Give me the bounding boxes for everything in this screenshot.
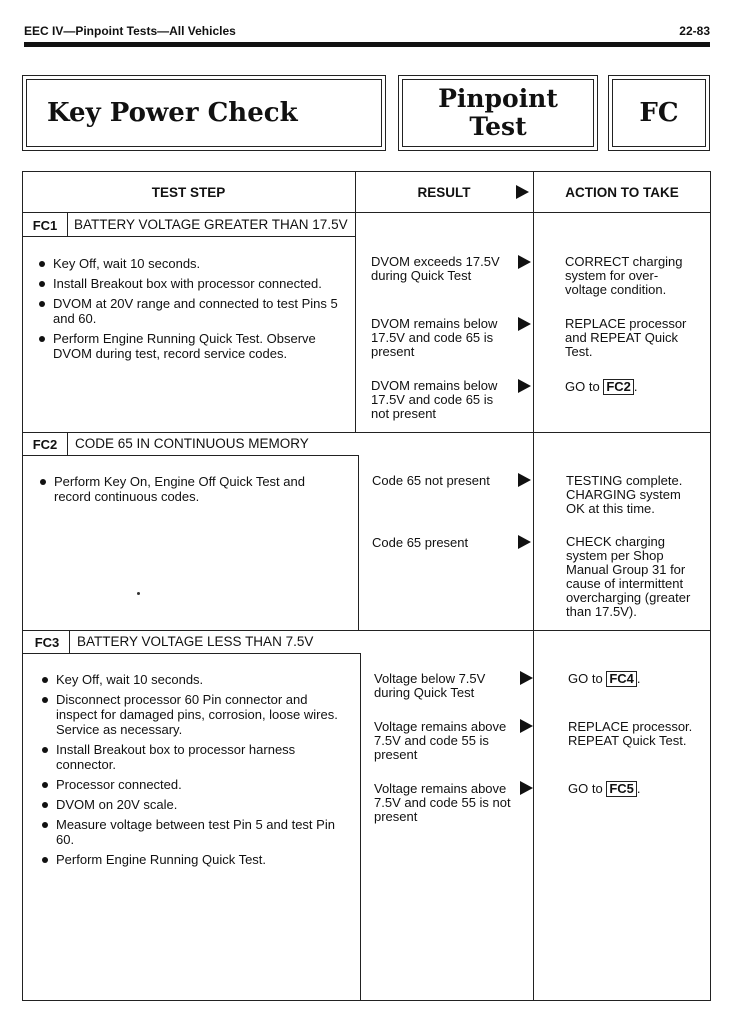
section-label: BATTERY VOLTAGE GREATER THAN 17.5V (74, 216, 348, 232)
pinpoint-line-2: Test (469, 112, 527, 141)
action-text: CORRECT charging system for over-voltage condition. (565, 254, 683, 297)
title-box (22, 75, 386, 151)
goto-suffix: . (633, 379, 638, 394)
result-text: Voltage below 7.5V during Quick Test (374, 671, 486, 700)
section-code: FC3 (34, 634, 60, 650)
result-text: Voltage remains above 7.5V and code 55 is not present (374, 781, 511, 824)
goto-suffix: . (636, 781, 641, 796)
page-header (24, 24, 710, 48)
action-goto (568, 671, 703, 687)
header-rule (24, 42, 710, 47)
goto-label: GO to (568, 671, 603, 686)
test-step: Perform Key On, Engine Off Quick Test and record continuous codes. (38, 474, 343, 504)
goto-label: GO to (568, 781, 603, 796)
action-text: CHECK charging system per Shop Manual Group 31 for cause of intermittent overcharging (greater than 17.5V). (566, 534, 691, 619)
result-text: Voltage remains above 7.5V and code 55 is present (374, 719, 507, 762)
arrow-icon (520, 719, 533, 733)
section-title-rule (22, 653, 361, 654)
section-code: FC1 (32, 217, 58, 233)
column-divider (360, 653, 361, 1001)
test-code-box (608, 75, 710, 151)
page-number: 22-83 (679, 24, 710, 38)
test-step: DVOM on 20V scale. (40, 797, 340, 812)
test-step: Install Breakout box with processor connected. (37, 276, 349, 291)
test-step-list (38, 474, 343, 509)
column-header-test-step: TEST STEP (151, 184, 226, 200)
section-code: FC2 (32, 436, 58, 452)
arrow-icon (518, 473, 531, 487)
arrow-icon (518, 255, 531, 269)
test-step: Perform Engine Running Quick Test. Observe DVOM during test, record service codes. (37, 331, 349, 361)
running-head: EEC IV—Pinpoint Tests—All Vehicles (24, 24, 236, 38)
action-text: REPLACE processor. REPEAT Quick Test. (568, 719, 693, 748)
result-text: DVOM remains below 17.5V and code 65 is not present (371, 378, 498, 421)
result-text: DVOM exceeds 17.5V during Quick Test (371, 254, 500, 283)
section-label: BATTERY VOLTAGE LESS THAN 7.5V (77, 633, 314, 649)
arrow-icon (520, 781, 533, 795)
section-code-divider (67, 432, 68, 455)
section-code-divider (69, 630, 70, 653)
test-step: Perform Engine Running Quick Test. (40, 852, 340, 867)
page-title: Key Power Check (26, 79, 382, 147)
goto-code-link[interactable]: FC2 (603, 379, 634, 395)
action-goto (565, 379, 700, 395)
arrow-icon (516, 185, 529, 199)
goto-code-link[interactable]: FC5 (606, 781, 637, 797)
result-text: DVOM remains below 17.5V and code 65 is present (371, 316, 498, 359)
column-header-action: ACTION TO TAKE (565, 184, 679, 200)
goto-label: GO to (565, 379, 600, 394)
arrow-icon (518, 379, 531, 393)
test-code: FC (612, 79, 706, 147)
goto-suffix: . (636, 671, 641, 686)
test-step: Install Breakout box to processor harness connector. (40, 742, 340, 772)
arrow-icon (518, 317, 531, 331)
test-step: Disconnect processor 60 Pin connector and inspect for damaged pins, corrosion, loose wires. Service as necessary. (40, 692, 340, 737)
pinpoint-line-1: Pinpoint (438, 84, 558, 113)
pinpoint-test-box (398, 75, 598, 151)
stray-mark (137, 592, 140, 595)
action-text: REPLACE processor and REPEAT Quick Test. (565, 316, 687, 359)
test-step-list (37, 256, 349, 366)
column-divider (533, 171, 534, 1001)
arrow-icon (520, 671, 533, 685)
column-divider (358, 455, 359, 631)
goto-code-link[interactable]: FC4 (606, 671, 637, 687)
section-label: CODE 65 IN CONTINUOUS MEMORY (75, 435, 309, 451)
test-step: DVOM at 20V range and connected to test Pins 5 and 60. (37, 296, 349, 326)
action-text: TESTING complete. CHARGING system OK at this time. (566, 473, 683, 516)
pinpoint-test-label (402, 79, 594, 147)
action-goto (568, 781, 703, 797)
test-step: Key Off, wait 10 seconds. (37, 256, 349, 271)
test-step: Measure voltage between test Pin 5 and test Pin 60. (40, 817, 340, 847)
section-title-rule (22, 455, 359, 456)
test-step: Processor connected. (40, 777, 340, 792)
test-step-list (40, 672, 340, 872)
section-code-divider (67, 212, 68, 236)
column-header-result: RESULT (417, 184, 471, 200)
section-title-rule (22, 236, 356, 237)
test-step: Key Off, wait 10 seconds. (40, 672, 340, 687)
result-text: Code 65 not present (372, 473, 490, 488)
arrow-icon (518, 535, 531, 549)
result-text: Code 65 present (372, 535, 469, 550)
